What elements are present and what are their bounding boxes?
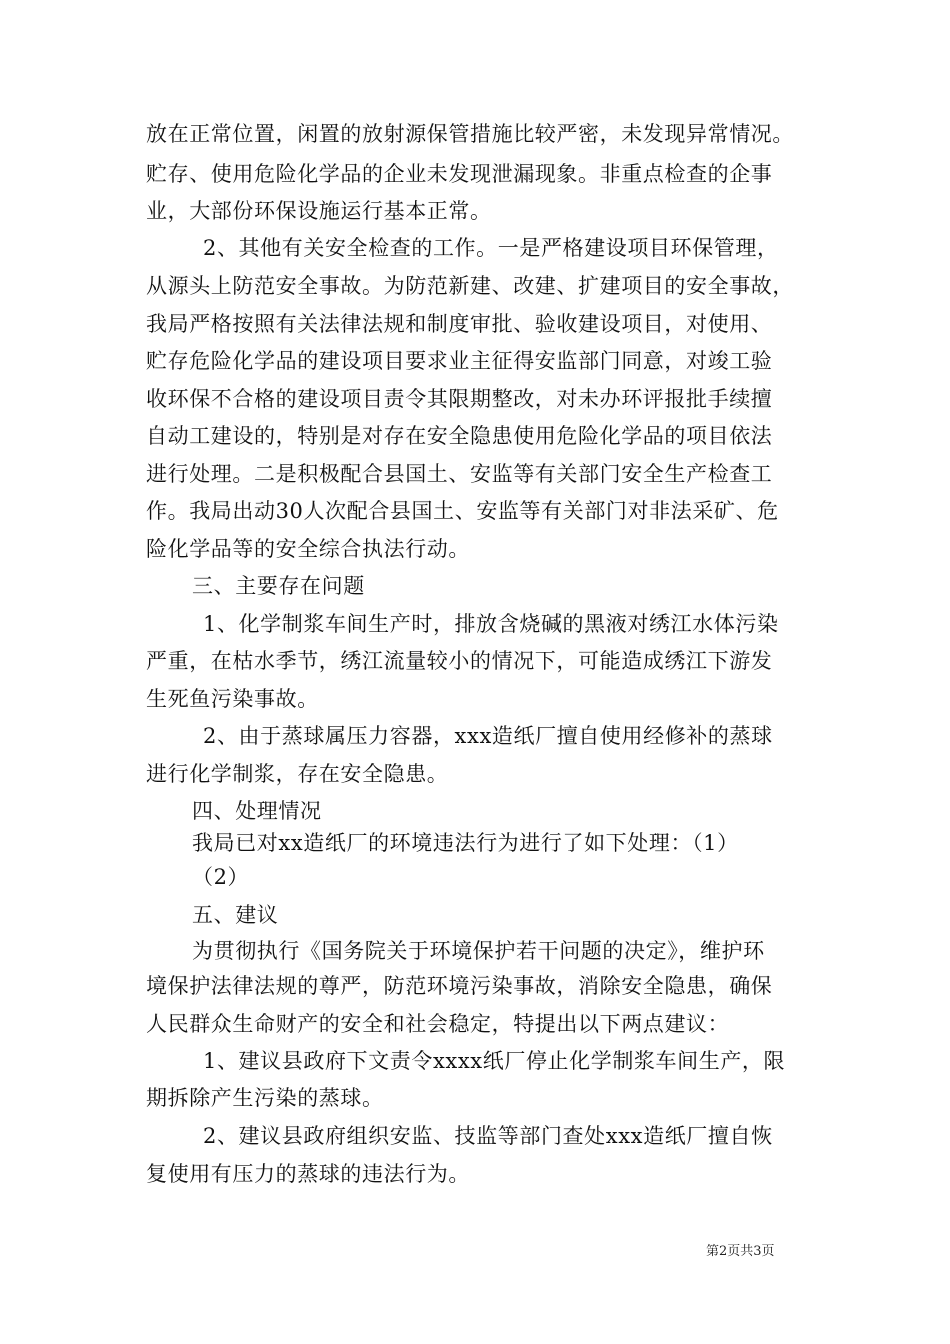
text-line: 2、其他有关安全检查的工作。一是严格建设项目环保管理， xyxy=(203,236,779,260)
text-line: 作。我局出动30人次配合县国土、安监等有关部门对非法采矿、危 xyxy=(146,499,779,523)
text-line: 严重，在枯水季节，绣江流量较小的情况下，可能造成绣江下游发 xyxy=(146,649,773,673)
text-line: 2、由于蒸球属压力容器，xxx造纸厂擅自使用经修补的蒸球 xyxy=(203,724,773,748)
section-heading: 五、建议 xyxy=(192,903,279,927)
text-line: 我局严格按照有关法律法规和制度审批、验收建设项目，对使用、 xyxy=(146,312,773,336)
text-line: 1、化学制浆车间生产时，排放含烧碱的黑液对绣江水体污染 xyxy=(203,612,779,636)
text-line: 1、建议县政府下文责令xxxx纸厂停止化学制浆车间生产，限 xyxy=(203,1049,786,1073)
text-line: 贮存危险化学品的建设项目要求业主征得安监部门同意，对竣工验 xyxy=(146,349,773,373)
text-line: 业，大部份环保设施运行基本正常。 xyxy=(146,199,492,223)
text-line: 险化学品等的安全综合执法行动。 xyxy=(146,537,470,561)
text-line: 从源头上防范安全事故。为防范新建、改建、扩建项目的安全事故， xyxy=(146,274,794,298)
text-line: 放在正常位置，闲置的放射源保管措施比较严密，未发现异常情况。 xyxy=(146,122,794,146)
text-line: 期拆除产生污染的蒸球。 xyxy=(146,1086,384,1110)
text-line: 我局已对xx造纸厂的环境违法行为进行了如下处理：（1） xyxy=(192,831,739,855)
text-line: 进行处理。二是积极配合县国土、安监等有关部门安全生产检查工 xyxy=(146,462,773,486)
text-line: （2） xyxy=(192,865,250,889)
section-heading: 三、主要存在问题 xyxy=(192,574,365,598)
text-line: 复使用有压力的蒸球的违法行为。 xyxy=(146,1162,470,1186)
text-line: 进行化学制浆，存在安全隐患。 xyxy=(146,762,449,786)
text-line: 境保护法律法规的尊严，防范环境污染事故，消除安全隐患，确保 xyxy=(146,974,773,998)
text-line: 人民群众生命财产的安全和社会稳定，特提出以下两点建议： xyxy=(146,1012,730,1036)
text-line: 生死鱼污染事故。 xyxy=(146,687,319,711)
section-heading: 四、处理情况 xyxy=(192,799,322,823)
text-line: 贮存、使用危险化学品的企业未发现泄漏现象。非重点检查的企事 xyxy=(146,162,773,186)
page-number: 第2页共3页 xyxy=(706,1244,775,1259)
text-line: 收环保不合格的建设项目责令其限期整改，对未办环评报批手续擅 xyxy=(146,387,773,411)
text-line: 自动工建设的，特别是对存在安全隐患使用危险化学品的项目依法 xyxy=(146,424,773,448)
text-line: 为贯彻执行《国务院关于环境保护若干问题的决定》，维护环 xyxy=(192,939,765,963)
text-line: 2、建议县政府组织安监、技监等部门查处xxx造纸厂擅自恢 xyxy=(203,1124,773,1148)
